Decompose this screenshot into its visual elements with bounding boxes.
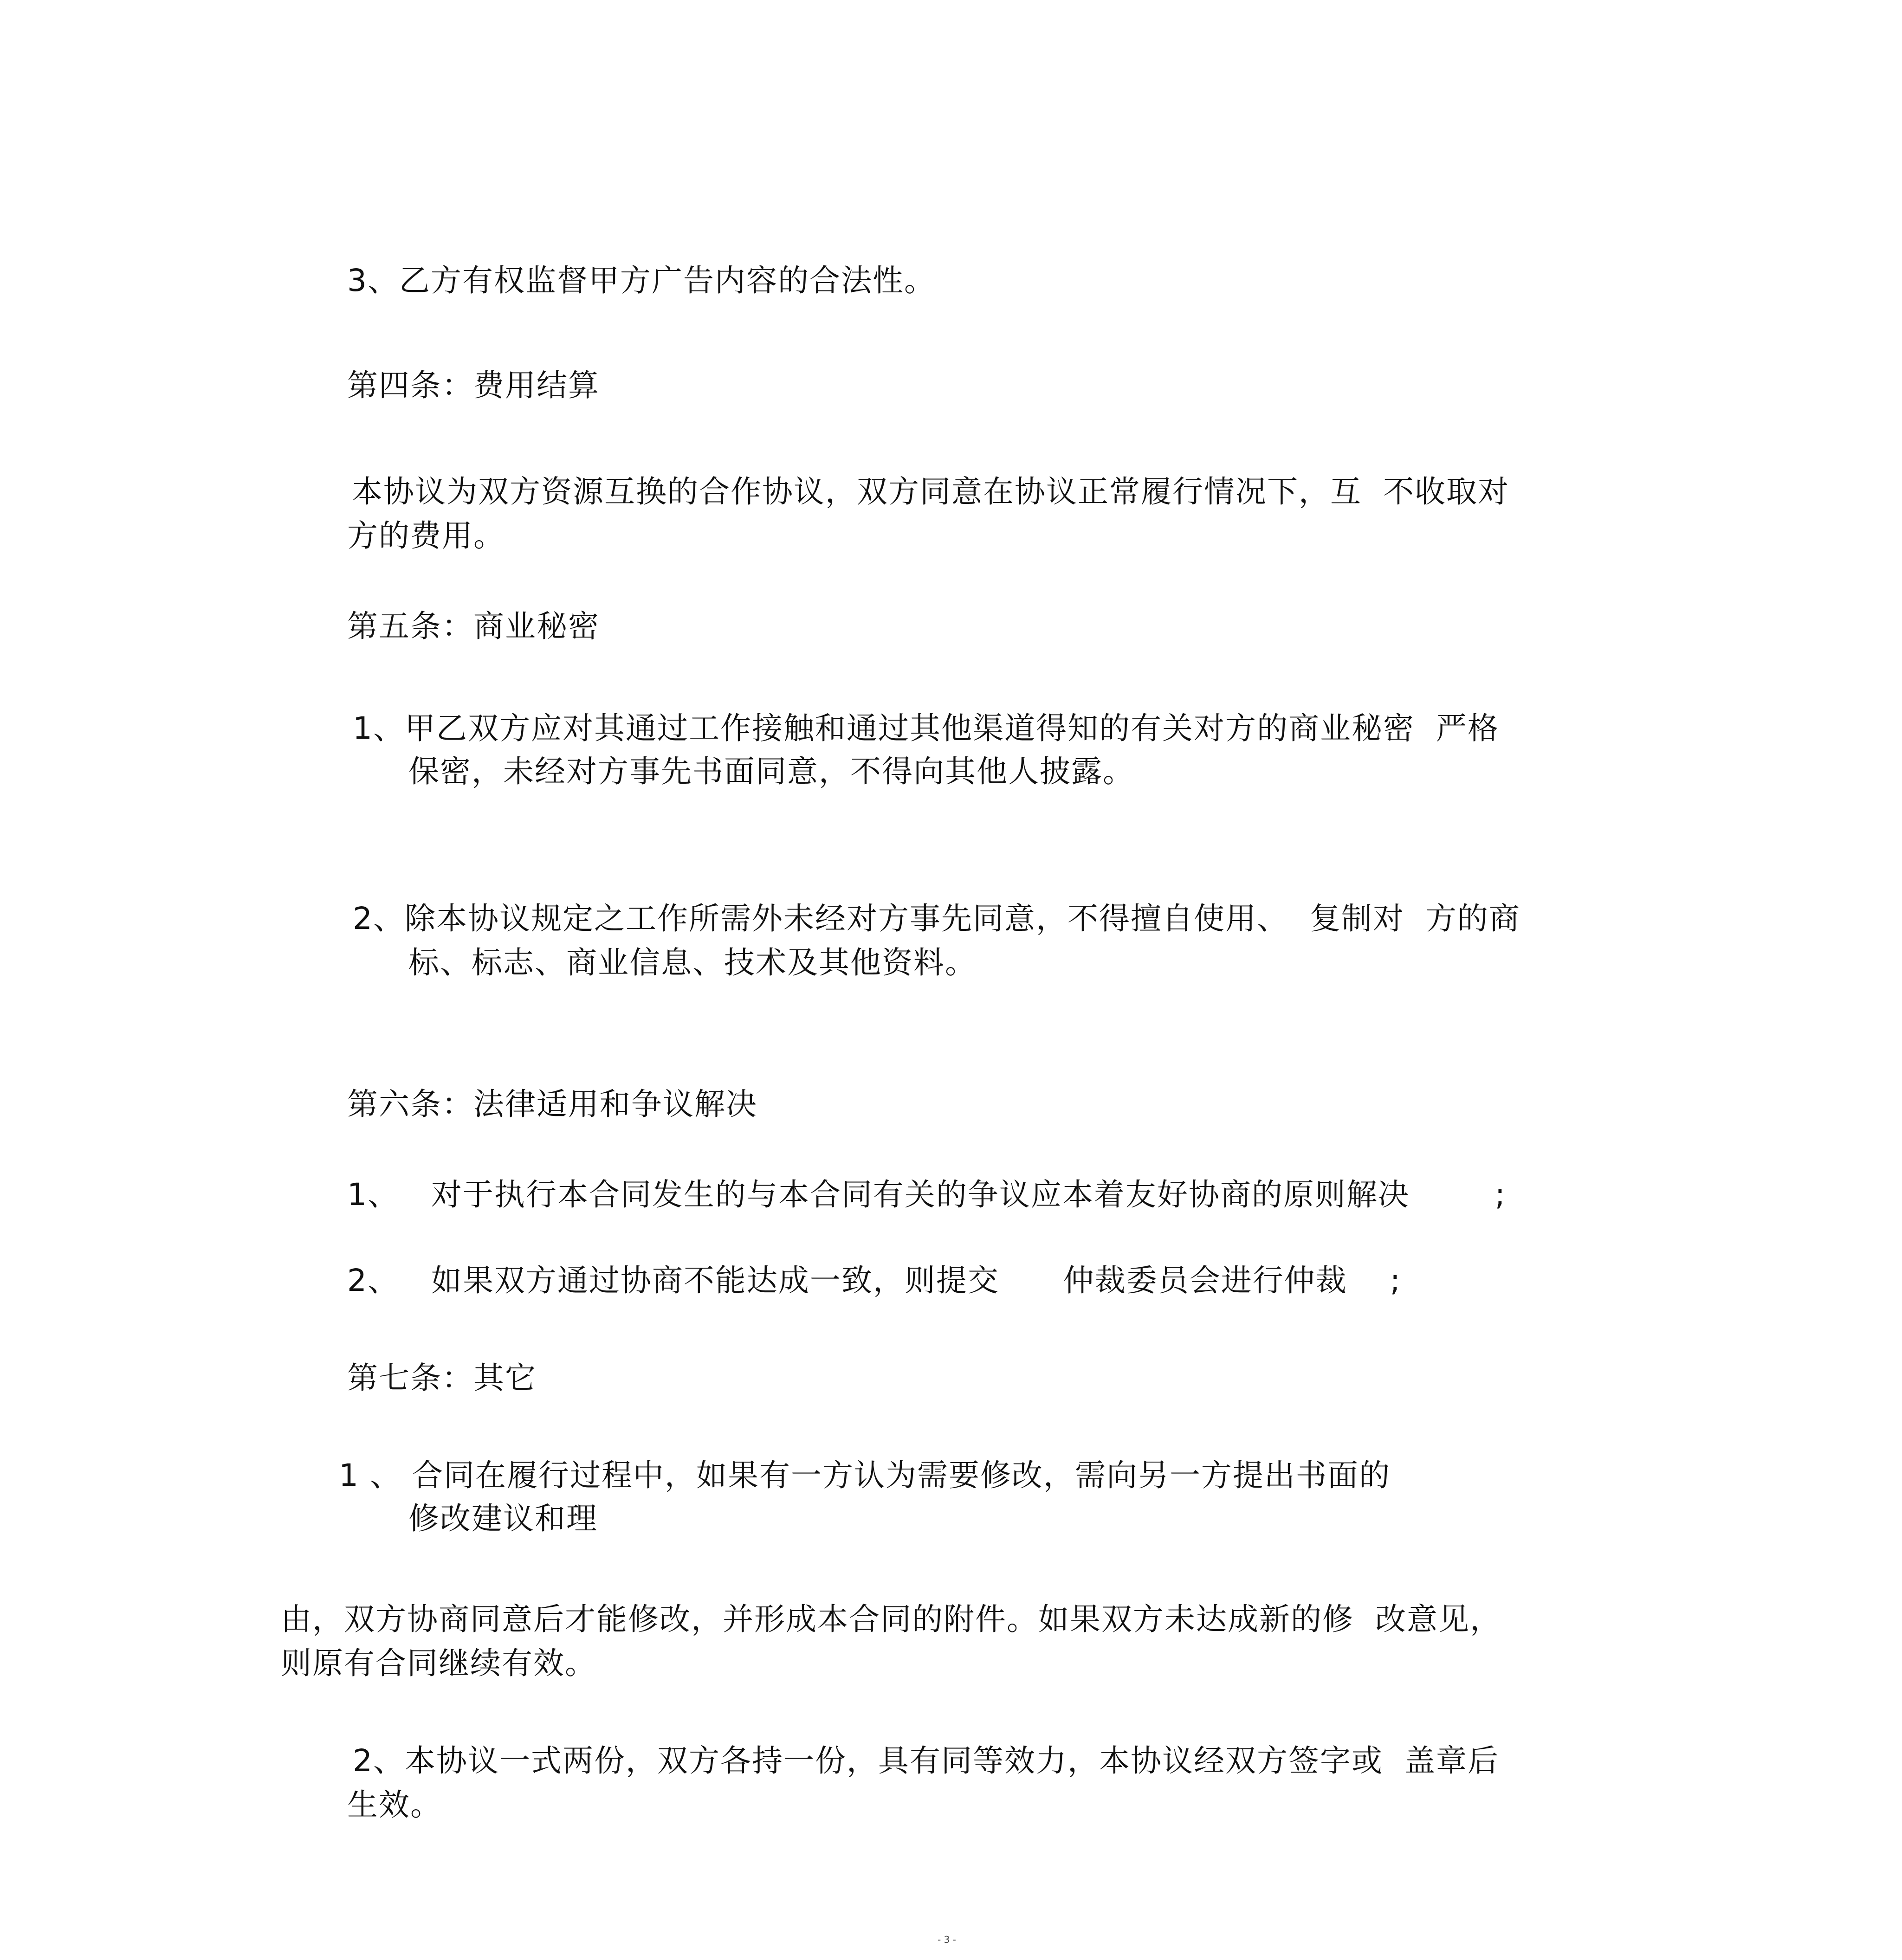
- article-4-body-line2: 方的费用。: [347, 518, 505, 554]
- article-6-heading: 第六条：法律适用和争议解决: [347, 1086, 757, 1122]
- article-5-item1-line2: 保密，未经对方事先书面同意，不得向其他人披露。: [408, 754, 1134, 789]
- article-6-item2: 2、 如果双方通过协商不能达成一致，则提交 仲裁委员会进行仲裁 ;: [347, 1263, 1401, 1298]
- item-3-text: 3、乙方有权监督甲方广告内容的合法性。: [347, 263, 936, 298]
- article-5-heading: 第五条：商业秘密: [347, 608, 600, 644]
- article-5-item2-line2: 标、标志、商业信息、技术及其他资料。: [408, 945, 977, 980]
- article-7-continuation-line2: 则原有合同继续有效。: [281, 1645, 596, 1681]
- article-5-item1-line1: 1、甲乙双方应对其通过工作接触和通过其他渠道得知的有关对方的商业秘密 严格: [353, 710, 1499, 746]
- article-7-item1-line2: 修改建议和理: [408, 1501, 598, 1536]
- article-4-heading: 第四条：费用结算: [347, 368, 600, 403]
- article-7-item2-line1: 2、本协议一式两份，双方各持一份，具有同等效力，本协议经双方签字或 盖章后: [353, 1743, 1499, 1779]
- article-7-item1-line1: 1 、 合同在履行过程中，如果有一方认为需要修改，需向另一方提出书面的: [339, 1457, 1391, 1493]
- article-7-heading: 第七条：其它: [347, 1360, 537, 1396]
- article-4-body-line1: 本协议为双方资源互换的合作协议，双方同意在协议正常履行情况下，互 不收取对: [352, 474, 1509, 509]
- page-number: - 3 -: [938, 1934, 956, 1945]
- article-5-item2-line1: 2、除本协议规定之工作所需外未经对方事先同意，不得擅自使用、 复制对 方的商: [353, 901, 1520, 936]
- article-7-continuation-line1: 由，双方协商同意后才能修改，并形成本合同的附件。如果双方未达成新的修 改意见，: [281, 1601, 1501, 1637]
- article-7-item2-line2: 生效。: [347, 1787, 442, 1823]
- article-6-item1: 1、 对于执行本合同发生的与本合同有关的争议应本着友好协商的原则解决 ;: [347, 1177, 1507, 1212]
